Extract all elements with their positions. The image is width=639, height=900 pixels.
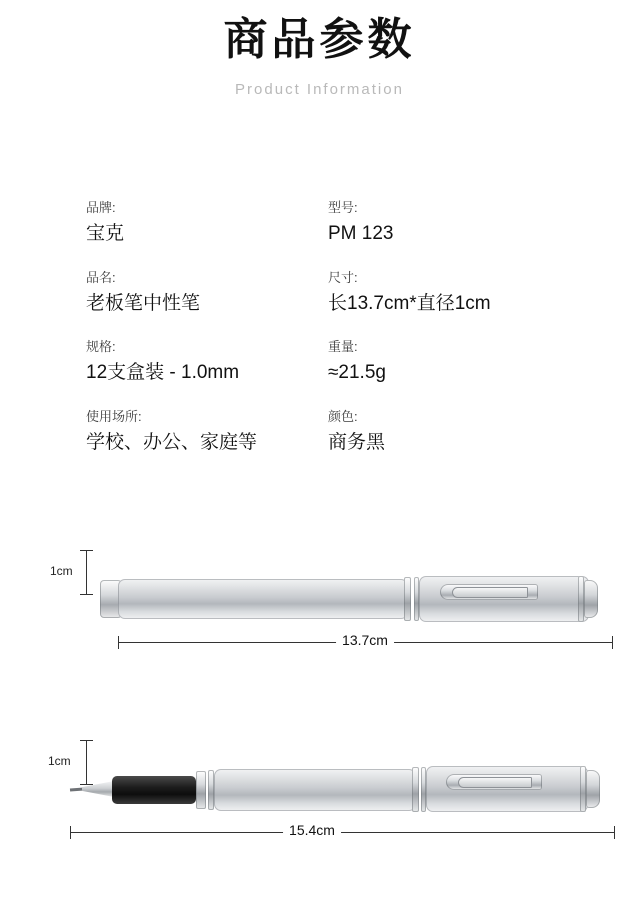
spec-item-product-name: [86, 270, 321, 316]
spec-item-color: [321, 409, 556, 455]
spec-value: 长13.7cm*直径1cm: [328, 292, 491, 314]
spec-label: 尺寸:: [328, 269, 358, 285]
page-header: [0, 0, 639, 98]
spec-item-specification: [86, 339, 321, 385]
spec-item-brand: [86, 200, 321, 246]
pen-rear-barrel: [118, 579, 408, 619]
pen-center-ring-1: [404, 577, 411, 621]
spec-label: 规格:: [86, 339, 116, 355]
pen-clip-inner: [452, 587, 528, 598]
spec-value: 宝克: [86, 222, 125, 244]
figure-uncapped-pen: [0, 710, 639, 854]
uncapped-pen-height-dimension: [48, 740, 100, 784]
dimension-label: 15.4cm: [283, 822, 341, 838]
capped-pen-length-dimension: [0, 630, 639, 664]
specification-table: [86, 200, 556, 479]
pen-front-barrel: [214, 769, 416, 811]
spec-label: 颜色:: [328, 408, 358, 424]
pen-cap-top: [584, 580, 598, 618]
uncapped-pen-illustration: [0, 710, 639, 820]
spec-item-model: [321, 200, 556, 246]
spec-value: 12支盒装 - 1.0mm: [86, 362, 240, 384]
spec-label: 使用场所:: [86, 408, 142, 424]
dimension-label: 13.7cm: [336, 632, 394, 648]
figure-capped-pen: [0, 520, 639, 664]
spec-item-weight: [321, 339, 556, 385]
spec-label: 品牌:: [86, 200, 116, 215]
spec-value: 商务黑: [328, 431, 386, 453]
capped-pen-illustration: [0, 520, 639, 630]
pen-cap-top: [586, 770, 600, 808]
spec-label: 型号:: [328, 200, 358, 215]
capped-pen-height-dimension: [50, 550, 100, 594]
page-subtitle: Product Information: [235, 80, 404, 98]
spec-item-usage-place: [86, 409, 321, 455]
spec-item-size: [321, 270, 556, 316]
pen-center-ring-1: [412, 767, 419, 812]
pen-grip-ring-1: [196, 771, 206, 809]
spec-label: 品名:: [86, 269, 116, 285]
spec-value: 学校、办公、家庭等: [86, 431, 258, 453]
spec-label: 重量:: [328, 339, 358, 355]
page-title: 商品参数: [223, 15, 416, 64]
pen-clip-inner: [458, 777, 532, 788]
spec-value: 老板笔中性笔: [86, 292, 201, 314]
uncapped-pen-length-dimension: [0, 820, 639, 854]
pen-grip: [112, 776, 196, 804]
pen-nib: [70, 788, 84, 792]
dimension-label: 1cm: [48, 754, 71, 768]
spec-value: PM 123: [328, 222, 394, 244]
spec-value: ≈21.5g: [328, 362, 386, 384]
dimension-label: 1cm: [50, 564, 73, 578]
